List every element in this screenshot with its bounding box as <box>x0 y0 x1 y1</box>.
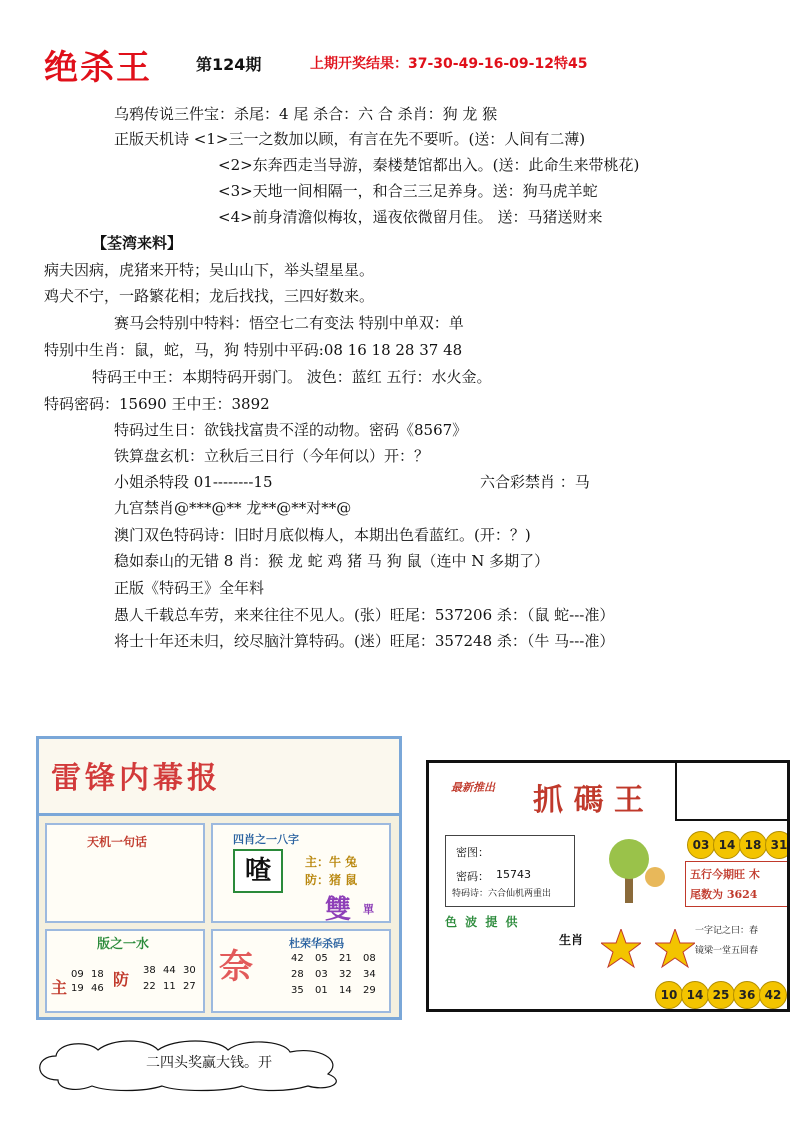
kill-num: 42 <box>291 953 304 964</box>
cloud-banner <box>28 1036 358 1092</box>
poster-title: 雷锋内幕报 <box>51 761 221 796</box>
kill-num: 29 <box>363 985 376 996</box>
bottom-ball: 36 <box>733 981 761 1009</box>
top-ball: 18 <box>739 831 767 859</box>
guard-num: 11 <box>163 981 176 992</box>
guard-num: 27 <box>183 981 196 992</box>
text-line: 鸡犬不宁，一路繁花相；龙后找找，三四好数来。 <box>44 287 375 305</box>
bottom-ball: 14 <box>681 981 709 1009</box>
main-num: 46 <box>91 983 104 994</box>
guard-short: 防 <box>113 970 130 989</box>
text-line: 六合彩禁肖 ：马 <box>480 473 590 491</box>
kill-num: 21 <box>339 953 352 964</box>
main-num: 18 <box>91 969 104 980</box>
main-num: 19 <box>71 983 84 994</box>
one-word: 一字记之曰：春 <box>695 926 759 936</box>
text-line: 赛马会特别中特料：悟空七二有变法 特别中单双：单 <box>114 314 464 332</box>
big-char: 喳 <box>233 849 283 893</box>
bottom-ball: 10 <box>655 981 683 1009</box>
kill-title: 杜荣华杀码 <box>289 937 344 950</box>
main-label: 主：牛 兔 <box>305 855 358 869</box>
kill-num: 28 <box>291 969 304 980</box>
kill-num: 34 <box>363 969 376 980</box>
kill-num: 03 <box>315 969 328 980</box>
poster-header <box>39 739 399 816</box>
text-line: 稳如泰山的无错 8 肖：猴 龙 蛇 鸡 猪 马 狗 鼠（连中 N 多期了） <box>114 552 550 570</box>
top-ball: 14 <box>713 831 741 859</box>
starburst-1 <box>601 929 641 969</box>
kill-num: 14 <box>339 985 352 996</box>
poster2-title: 抓 碼 王 <box>533 783 644 818</box>
text-line: 病夫因病，虎猪来开特；吴山山下，举头望星星。 <box>44 261 375 279</box>
kill-num: 32 <box>339 969 352 980</box>
poem2: 镜梁一堂五回春 <box>695 946 759 956</box>
poster-zhuamawang <box>426 760 790 1012</box>
starburst-icon <box>655 929 695 969</box>
tail-text: 尾数为 3624 <box>690 888 758 901</box>
last-result: 上期开奖结果：37-30-49-16-09-12特45 <box>310 56 588 72</box>
top-ball: 31 <box>765 831 790 859</box>
text-line: <2>东奔西走当导游，秦楼楚馆都出入。(送：此命生来带桃花) <box>218 156 640 174</box>
sizhi-title: 四肖之一八字 <box>233 833 299 846</box>
sun-char: 奈 <box>219 947 253 987</box>
bottom-ball: 42 <box>759 981 787 1009</box>
text-line: 特码王中王：本期特码开弱门。 波色：蓝红 五行：水火金。 <box>92 368 492 386</box>
zhufang-box <box>45 929 205 1013</box>
color-row: 色 波 提 供 <box>445 915 520 929</box>
text-line: 愚人千载总车劳，来来往往不见人。(张）旺尾：537206 杀：（鼠 蛇---准） <box>114 606 615 624</box>
wuxing-text: 五行今期旺 木 <box>690 868 760 881</box>
zodiac-label: 生肖 <box>559 933 584 947</box>
text-line: 铁算盘玄机：立秋后三日行（今年何以）开：？ <box>114 447 430 465</box>
sub-title: 版之一水 <box>97 937 150 952</box>
poster2-tag: 最新推出 <box>451 781 495 794</box>
starburst-2 <box>655 929 695 969</box>
code-label: 密图： <box>456 846 489 859</box>
main-short: 主 <box>51 978 68 997</box>
text-line: 小姐杀特段 01--------15 <box>114 473 273 491</box>
text-line: 特码密码：15690 王中王：3892 <box>44 395 270 413</box>
text-line: 澳门双色特码诗：旧时月底似梅人，本期出色看蓝红。(开：？) <box>114 526 531 544</box>
sizhi-box <box>211 823 391 923</box>
top-ball: 03 <box>687 831 715 859</box>
guard-num: 38 <box>143 965 156 976</box>
text-line: 将士十年还未归，绞尽脑汁算特码。(迷）旺尾：357248 杀：（牛 马---准） <box>114 632 615 650</box>
cloud-text: 二四头奖赢大钱。开 <box>146 1055 272 1071</box>
tianji-box <box>45 823 205 923</box>
kill-box <box>211 929 391 1013</box>
poster-leifeng <box>36 736 402 1020</box>
kill-num: 08 <box>363 953 376 964</box>
tree-illustration <box>579 833 679 909</box>
text-line: 特码过生日：欲钱找富贵不淫的动物。密码《8567》 <box>114 421 468 439</box>
double-char: 雙 <box>325 895 352 925</box>
tianji-title: 天机一句话 <box>87 835 148 849</box>
single-char: 單 <box>363 903 374 916</box>
kill-num: 35 <box>291 985 304 996</box>
poem: 特码诗：六合仙机两重出 <box>452 889 552 899</box>
text-line: 正版《特码王》全年料 <box>114 579 265 597</box>
tree-icon <box>579 833 679 909</box>
text-line: <4>前身清澹似梅妆，遥夜依微留月佳。 送：马猪送财来 <box>218 208 603 226</box>
kill-num: 01 <box>315 985 328 996</box>
code-value: 15743 <box>496 868 531 881</box>
text-line: <3>天地一间相隔一，和合三三足养身。送：狗马虎羊蛇 <box>218 182 598 200</box>
text-line: 正版天机诗 <1>三一之数加以顾，有言在先不要听。(送：人间有二薄) <box>114 130 586 148</box>
code-box <box>445 835 575 907</box>
issue-number: 第124期 <box>196 55 262 74</box>
guard-label: 防：猪 鼠 <box>305 873 358 887</box>
code-prefix: 密码： <box>456 870 489 883</box>
starburst-icon <box>601 929 641 969</box>
text-line: 乌鸦传说三件宝：杀尾：4 尾 杀合：六 合 杀肖：狗 龙 猴 <box>114 105 498 123</box>
text-line: 特别中生肖：鼠，蛇，马，狗 特别中平码:08 16 18 28 37 48 <box>44 341 463 359</box>
text-line: 九宫禁肖@***@** 龙**@**对**@ <box>114 499 352 517</box>
bottom-ball: 25 <box>707 981 735 1009</box>
kill-num: 05 <box>315 953 328 964</box>
main-num: 09 <box>71 969 84 980</box>
section-heading: 【荃湾来料】 <box>92 234 183 252</box>
guard-num: 22 <box>143 981 156 992</box>
poster2-corner <box>675 763 790 821</box>
page-title: 绝杀王 <box>44 48 152 88</box>
guard-num: 30 <box>183 965 196 976</box>
wuxing-box <box>685 861 790 907</box>
guard-num: 44 <box>163 965 176 976</box>
